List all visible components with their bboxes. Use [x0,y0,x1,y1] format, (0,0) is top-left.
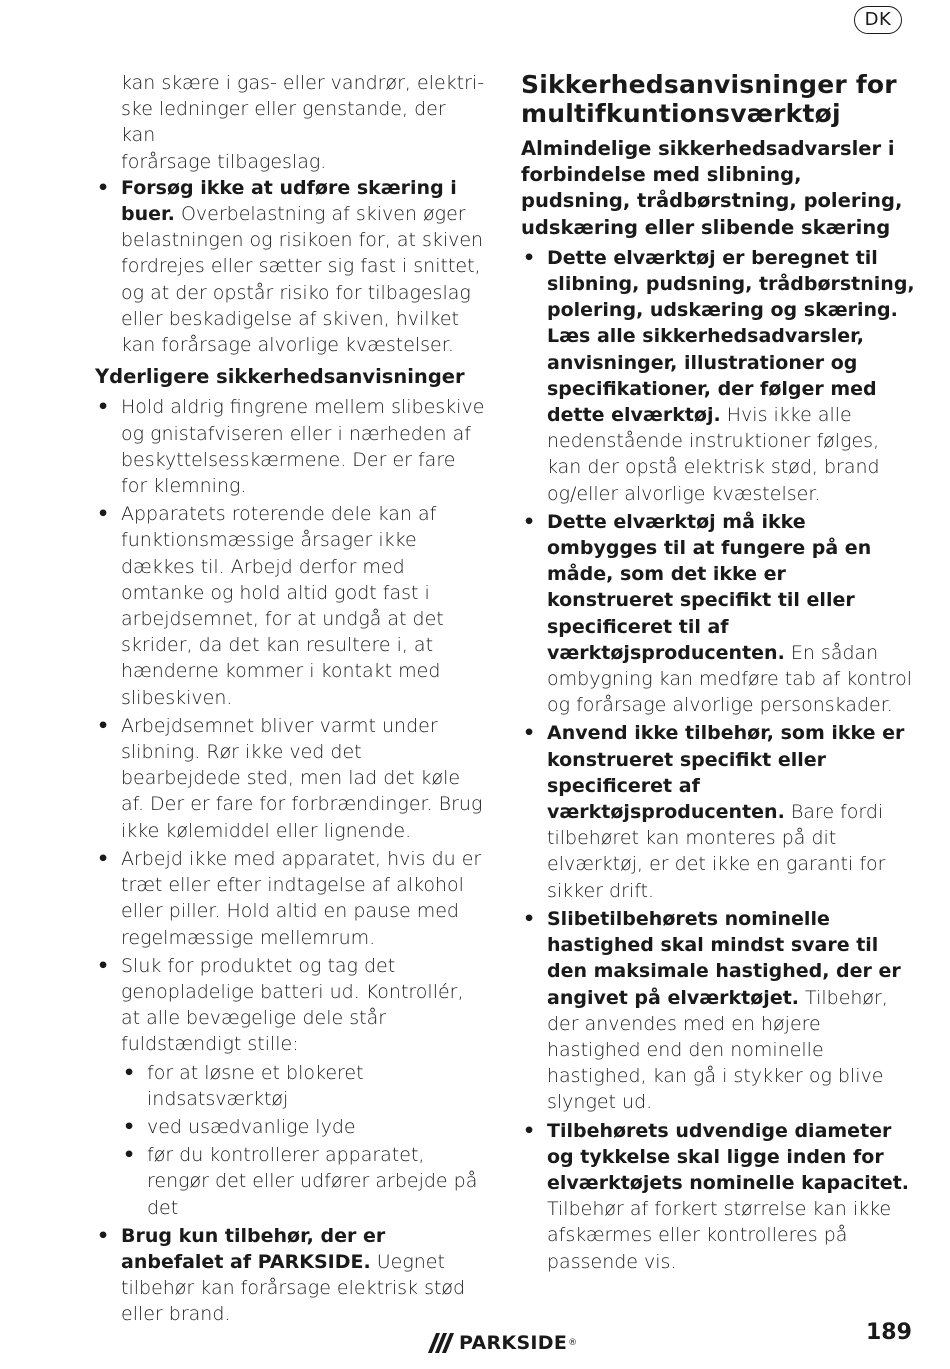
registered-mark: ® [568,1338,578,1348]
right-column [521,70,916,1277]
intro-line: forårsage tilbageslag. [121,150,327,173]
list-item [521,720,916,903]
intro-line: kan skære i gas- eller vandrør, elektri- [121,72,485,94]
list-item [95,1223,485,1328]
sub-list-item: • før du kontrollerer apparatet, rengør det eller udfører arbejde på det [95,1142,485,1221]
intro-paragraph [95,70,485,175]
list-item [521,1118,916,1275]
language-badge: DK [854,6,902,34]
list-item-text: Hvis ikke alle nedenstående instruktioner følges, kan der opstå elektrisk stød, brand og/eller alvorlige kvæstelser. [547,404,880,505]
list-item-bold: Slibetilbehørets nominelle hastighed skal mindst svare til den maksimale hastighed, der er angivet på elværktøjet. [547,907,901,1009]
list-item-text: Uegnet tilbehør kan forårsage elektrisk stød eller brand. [121,1250,466,1326]
list-item: • Arbejdsemnet bliver varmt under slibning. Rør ikke ved det bearbejdede sted, men lad det køle af. Der er fare for forbrændinger. Brug ikke kølemiddel eller lignende. [95,713,485,844]
list-item: • Hold aldrig fingrene mellem slibeskive og gnistafviseren eller i nærheden af beskyttelsesskærmene. Der er fare for klemning. [95,394,485,499]
list-item-bold: Brug kun tilbehør, der er anbefalet af PARKSIDE. [121,1224,386,1273]
logo-slashes-icon [432,1333,450,1353]
list-item: • Apparatets roterende dele kan af funktionsmæssige årsager ikke dækkes til. Arbejd derfor med omtanke og hold altid godt fast i arbejdsemnet, for at undgå at det skrider, da det kan resultere i, at hænderne kommer i kontakt med slibeskiven. [95,501,485,711]
list-item-text: Overbelastning af skiven øger belastningen og risikoen for, at skiven fordrejes eller sætter sig fast i snittet, og at der opstår risiko for tilbageslag eller beskadigelse af skiven, hvilket kan forårsage alvorlige kvæstelser. [121,203,484,357]
list-item [521,906,916,1116]
list-item-text: En sådan ombygning kan medføre tab af kontrol og forårsage alvorlige personskader. [547,641,913,717]
list-item-bold: Dette elværktøj er beregnet til slibning, pudsning, trådbørstning, polering, udskæring og skæring. Læs alle sikkerhedsadvarsler, anvisninger, illustrationer og specifikationer, der følger med dette elværktøj. [547,246,915,427]
brand-name: PARKSIDE [459,1332,568,1354]
page-number: 189 [866,1320,912,1345]
list-item-bold: Dette elværktøj må ikke ombygges til at fungere på en måde, som det ikke er konstrueret specifikt til eller specificeret til af værktøjsproducenten. [547,510,872,664]
left-column [95,70,485,1330]
section-heading: Yderligere sikkerhedsanvisninger [95,365,465,389]
sub-list-item: • for at løsne et blokeret indsatsværktøj [95,1060,485,1112]
list-item: • Arbejd ikke med apparatet, hvis du er træt eller efter indtagelse af alkohol eller piller. Hold altid en pause med regelmæssige mellemrum. [95,846,485,951]
list-item-text: Tilbehør af forkert størrelse kan ikke afskærmes eller kontrolleres på passende vis. [547,1198,892,1273]
list-item [95,175,485,358]
list-item-bold: Anvend ikke tilbehør, som ikke er konstrueret specifikt eller specificeret af værktøjsproducenten. [547,722,905,824]
list-item-text: Tilbehør, der anvendes med en højere hastighed end den nominelle hastighed, kan gå i stykker og blive slynget ud. [547,986,888,1114]
list-item [521,245,916,507]
sub-list-item: • ved usædvanlige lyde [95,1114,485,1140]
section-title: Sikkerhedsanvisninger for multifkuntionsværktøj [521,70,897,128]
list-item [521,509,916,719]
intro-line: ske ledninger eller genstande, der kan [121,98,446,147]
list-item-text: Bare fordi tilbehøret kan monteres på dit elværktøj, er det ikke en garanti for sikker drift. [547,801,886,902]
brand-logo [432,1328,577,1358]
list-item-bold: Forsøg ikke at udføre skæring i buer. [121,176,457,226]
list-item: • Sluk for produktet og tag det genopladelige batteri ud. Kontrollér, at alle bevægelige dele står fuldstændigt stille: [95,953,485,1058]
list-item-bold: Tilbehørets udvendige diameter og tykkelse skal ligge inden for elværktøjets nominelle kapacitet. [547,1119,909,1194]
section-subtitle: Almindelige sikkerhedsadvarsler i forbindelse med slibning, pudsning, trådbørstning, polering, udskæring eller slibende skæring [521,137,903,239]
